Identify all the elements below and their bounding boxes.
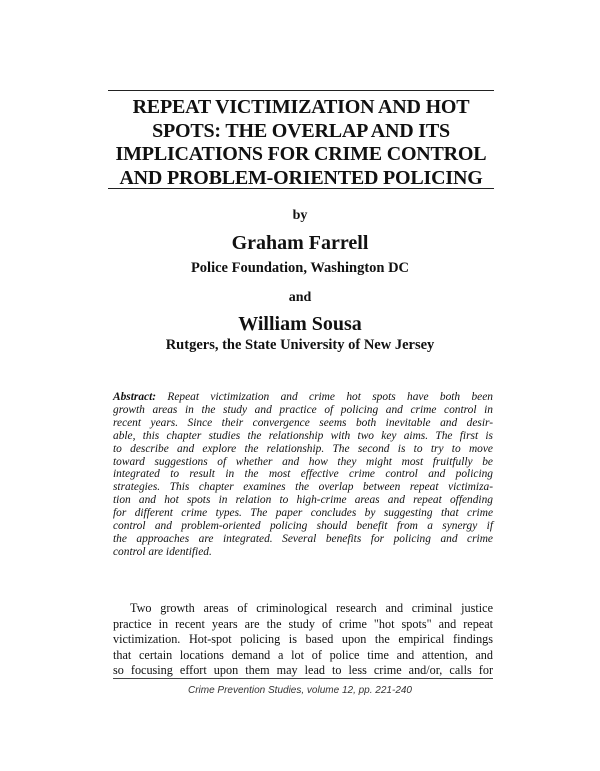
abstract-line [113,391,493,404]
abstract-line: growth areas in the study and practice of policing and crime control in [113,403,493,416]
paper-title [108,96,494,190]
body-line: so focusing effort upon them may lead to less crime and/or, calls for [113,663,493,677]
byline: by [292,208,308,223]
abstract [113,391,493,559]
abstract-label: Abstract: [113,391,157,403]
abstract-line: for different crime types. The paper concludes by suggesting that crime [113,507,493,520]
abstract-line: toward suggestions of whether and how they might most fruitfully be [113,455,493,468]
body-line: practice in recent years are the study of crime "hot spots" and repeat [113,616,493,631]
abstract-line: the approaches are integrated. Several benefits for policing and crime [113,532,493,545]
abstract-line: integrated to result in the most effective crime control and policing [113,468,493,481]
body-line: Two growth areas of criminological research and criminal justice [130,601,493,615]
title-line: REPEAT VICTIMIZATION AND HOT [132,96,470,118]
abstract-line: control are identified. [113,545,212,558]
title-line: SPOTS: THE OVERLAP AND ITS [152,119,450,142]
title-line: IMPLICATIONS FOR CRIME CONTROL [115,143,487,165]
author-name-2: William Sousa [238,313,362,335]
body-text [113,601,493,679]
author-affiliation-2: Rutgers, the State University of New Jersey [165,337,435,353]
author-conjunction: and [288,290,312,305]
title-top-rule [108,90,494,91]
body-line: victimization. Hot-spot policing is based upon the empirical findings [113,632,493,646]
author-affiliation-1: Police Foundation, Washington DC [190,260,410,276]
journal-citation: Crime Prevention Studies, volume 12, pp. 221-240 [187,685,412,696]
footer-rule [113,678,493,679]
abstract-line: to describe and explore the relationship. The second is to try to move [113,442,493,455]
abstract-line: strategies. This chapter examines the overlap between repeat victimiza- [113,481,493,494]
abstract-line: recent years. Since their convergence seems both inevitable and desir- [113,416,493,429]
author-name-1: Graham Farrell [231,232,369,254]
title-bottom-rule [108,188,494,189]
abstract-line: able, this chapter studies the relationship with two key aims. The first is [113,429,493,442]
abstract-text: Repeat victimization and crime hot spots have both been [156,391,493,403]
body-line: that certain locations demand a lot of police time and attention, and [113,647,493,662]
abstract-line: tion and hot spots in relation to high-crime areas and repeat offending [113,494,493,507]
title-line: AND PROBLEM-ORIENTED POLICING [119,166,483,189]
abstract-line: control and problem-oriented policing should benefit from a synergy if [113,520,493,533]
